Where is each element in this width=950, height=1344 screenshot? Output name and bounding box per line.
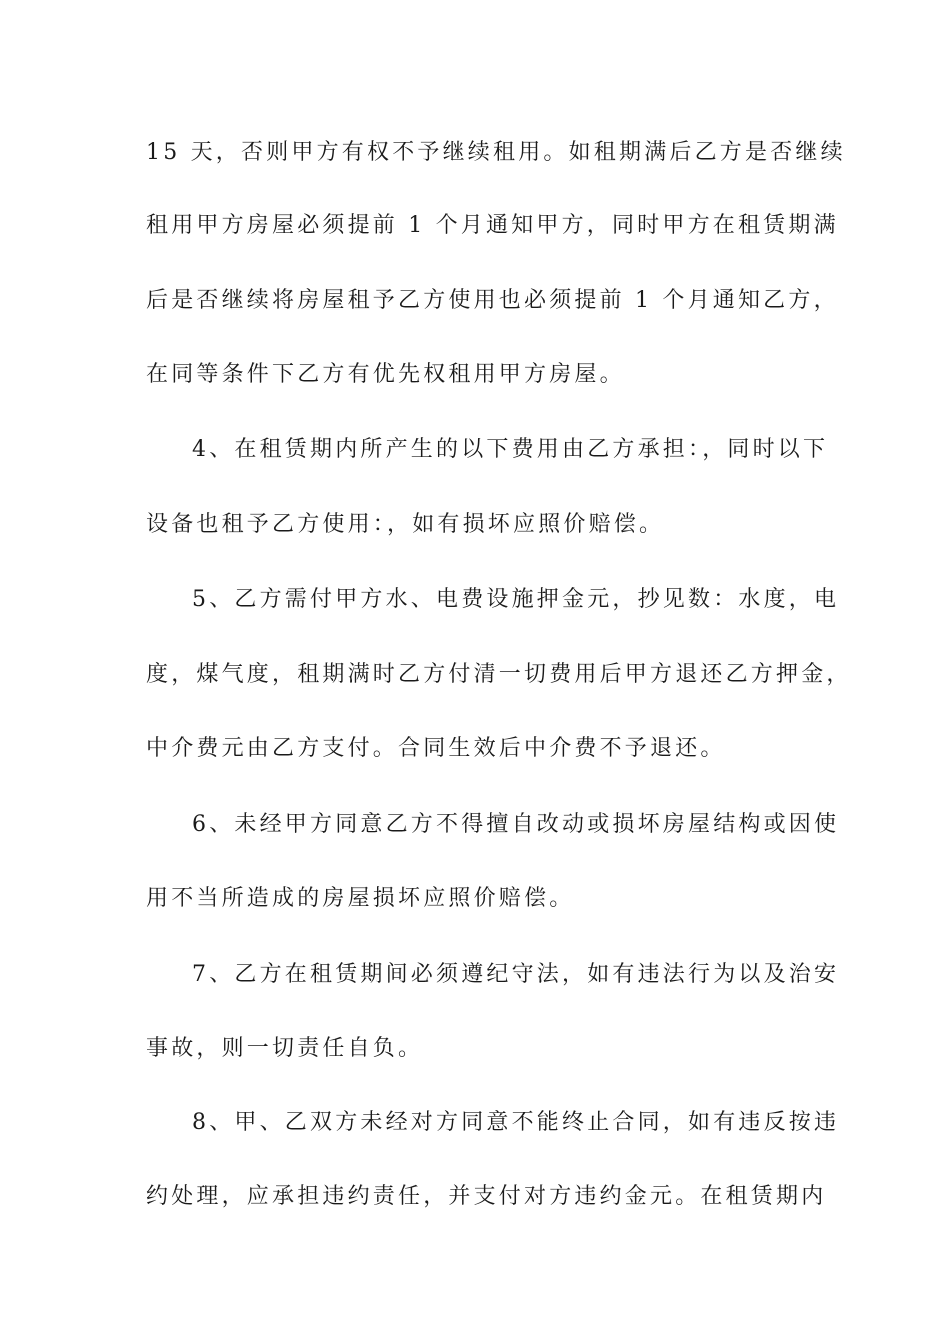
clause-4-line-2: 设备也租予乙方使用：，如有损坏应照价赔偿。 <box>146 512 665 537</box>
clause-6-line-2: 用不当所造成的房屋损坏应照价赔偿。 <box>146 886 575 911</box>
clause-6-line-1: 6、未经甲方同意乙方不得擅自改动或损坏房屋结构或因使 <box>192 812 840 837</box>
clause-5-line-2: 度，煤气度，租期满时乙方付清一切费用后甲方退还乙方押金， <box>146 662 852 687</box>
clause-8-line-2: 约处理，应承担违约责任，并支付对方违约金元。在租赁期内 <box>146 1184 827 1209</box>
text-line: 租用甲方房屋必须提前 1 个月通知甲方，同时甲方在租赁期满 <box>146 213 839 238</box>
clause-8-line-1: 8、甲、乙双方未经对方同意不能终止合同，如有违反按违 <box>192 1110 840 1135</box>
clause-5-line-1: 5、乙方需付甲方水、电费设施押金元，抄见数：水度，电 <box>192 587 840 612</box>
text-line: 后是否继续将房屋租予乙方使用也必须提前 1 个月通知乙方， <box>146 288 839 313</box>
text-line: 15 天，否则甲方有权不予继续租用。如租期满后乙方是否继续 <box>146 140 846 165</box>
clause-5-line-3: 中介费元由乙方支付。合同生效后中介费不予退还。 <box>146 736 726 761</box>
clause-7-line-2: 事故，则一切责任自负。 <box>146 1036 424 1061</box>
clause-4-line-1: 4、在租赁期内所产生的以下费用由乙方承担：，同时以下 <box>192 437 829 462</box>
clause-7-line-1: 7、乙方在租赁期间必须遵纪守法，如有违法行为以及治安 <box>192 962 840 987</box>
text-line: 在同等条件下乙方有优先权租用甲方房屋。 <box>146 362 625 387</box>
